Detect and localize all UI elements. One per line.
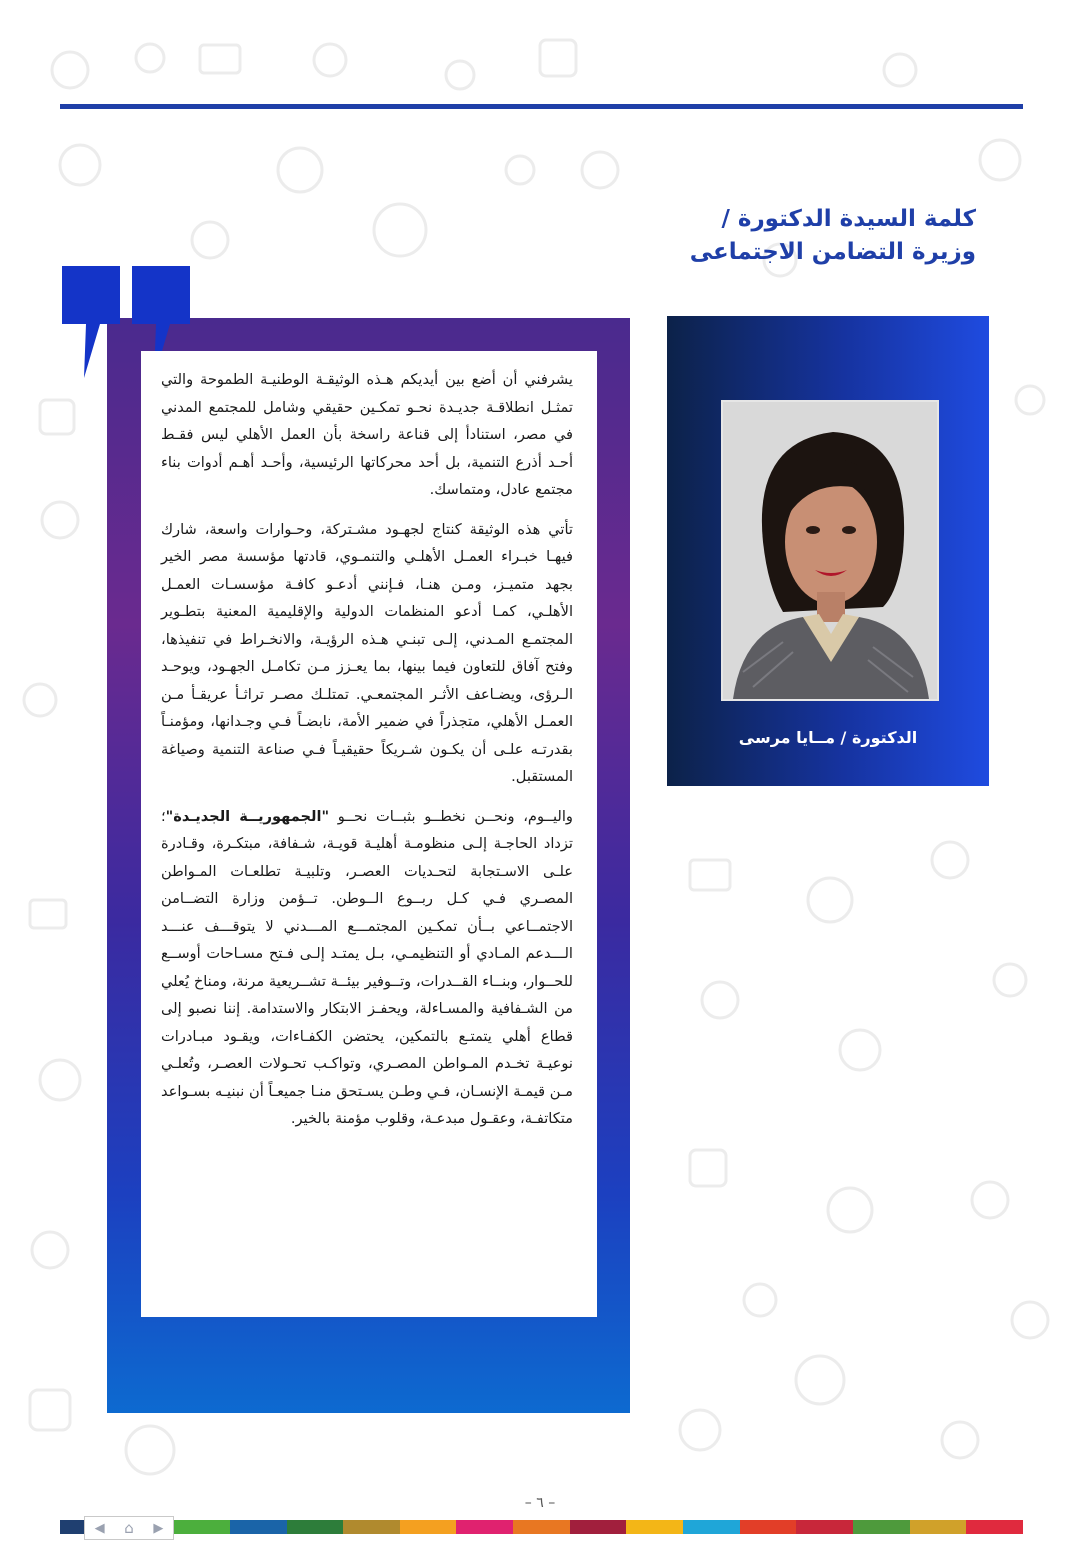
page-heading	[640, 203, 976, 269]
message-card	[141, 351, 597, 1317]
footer-color-segment	[910, 1520, 967, 1534]
footer-color-segment	[740, 1520, 797, 1534]
footer-color-segment	[683, 1520, 740, 1534]
nav-next-button[interactable]	[147, 1519, 169, 1537]
portrait-illustration	[723, 402, 937, 699]
paragraph-1: يشرفني أن أضع بين أيديكم هـذه الوثيقـة الوطنيـة الطموحة والتي تمثـل انطلاقـة جديـدة نحـو تمكـين حقيقي وشامل للمجتمع المدني في مصر، استنادأ إلى قناعة راسخة بأن العمل الأهلي ليس فقـط أحـد أذرع التنمية، بل أحد محركاتها الرئيسية، وأحـد أهـم أدوات بناء مجتمع عادل، ومتماسك.	[161, 371, 573, 498]
arrow-right-icon: ▶	[153, 1520, 164, 1536]
paragraph-3	[161, 803, 573, 1133]
nav-home-button[interactable]	[118, 1519, 140, 1537]
new-republic-phrase: "الجمهوريــة الجديـدة"	[165, 807, 330, 825]
footer-color-segment	[513, 1520, 570, 1534]
portrait-caption: الدكتورة / مــايا مرسى	[738, 728, 918, 747]
footer-color-segment	[173, 1520, 230, 1534]
arrow-left-icon: ◀	[94, 1520, 105, 1536]
footer-color-segment	[400, 1520, 457, 1534]
footer-color-bar	[60, 1520, 1023, 1534]
header-rule	[60, 104, 1023, 109]
footer-color-segment	[287, 1520, 344, 1534]
heading-line-1: كلمة السيدة الدكتورة /	[721, 206, 976, 232]
footer-color-segment	[343, 1520, 400, 1534]
page-number: – ٦ –	[524, 1495, 556, 1511]
paragraph-2: تأتي هذه الوثيقة كنتاج لجهـود مشـتركة، وحـوارات واسعة، شارك فيهـا خبـراء العمـل الأهلـي والتنمـوي، قادتها مؤسسة مصر الخير بجهد متميـز، ومـن هنـا، فـإنني أدعـو كافـة مؤسسـات العمـل الأهلـي، كمـا أدعو المنظمات الدولية والإقليمية المعنية بتطـوير المجتمـع المـدني، إلـى تبنـي هـذه الرؤيـة، والانخـراط في تنفيذها، وفتح آفاق للتعاون فيما بينها، بما يعـزز مـن تكامـل الجهـود، ويوحـد الـرؤى، ويضـاعف الأثـر المجتمعـي. تمتلـك مصـر تراثـأ عريقـأ مـن العمـل الأهلي، متجذراً في ضمير الأمة، نابضـاً فـي وجـدانها، ومؤمنـاً بقدرتـه علـى أن يكـون شـريكاً حقيقيـاً فـي صناعة التنمية وصياغة المستقبل.	[161, 520, 573, 785]
footer-color-segment	[570, 1520, 627, 1534]
footer-color-segment	[230, 1520, 287, 1534]
message-body	[161, 366, 573, 1145]
footer-color-segment	[626, 1520, 683, 1534]
page-navigation	[84, 1516, 174, 1540]
nav-prev-button[interactable]	[89, 1519, 111, 1537]
footer-color-segment	[456, 1520, 513, 1534]
portrait-panel	[667, 316, 989, 786]
footer-color-segment	[853, 1520, 910, 1534]
paragraph-3-lead: واليــوم، ونحــن نخطــو بثبــات نحــو	[329, 807, 573, 825]
footer-color-segment	[796, 1520, 853, 1534]
portrait-photo	[721, 400, 939, 701]
heading-line-2: وزيرة التضامن الاجتماعى	[689, 239, 976, 265]
paragraph-3-rest: ؛ تزداد الحاجـة إلـى منظومـة أهليـة قويـة، شـفافة، مبتكـرة، وقـادرة علـى الاسـتجابة لتحـديات العصـر، وتلبيـة تطلعـات المـواطن المصـري فـي كـل ربــوع الــوطن. تــؤمن وزارة التضــامن الاجتمــاعي بــأن تمكـين المجتمـــع المـــدني لا يتوقـــف عنـــد الـــدعم المـادي أو التنظيمـي، بـل يمتـد إلـى فـتح مسـاحات أوســع للحــوار، وبنــاء القــدرات، وتــوفير بيئــة تشــريعية مرنة، ومناخ يُعلي من الشـفافية والمسـاءلة، ويحفـز الابتكار والاستدامة. إننا نصبو إلى قطاع أهلي يتمتـع بالتمكين، يحتضن الكفـاءات، ويقـود مبـادرات نوعيـة تخـدم المـواطن المصـري، وتواكـب تحـولات العصـر، وتُعلـي مـن قيمـة الإنسـان، فـي وطـن يسـتحق منـا جميعـاً أن نبنيـه بسـواعد متكاتفـة، وعقـول مبدعـة، وقلوب مؤمنة بالخير.	[161, 807, 573, 1127]
footer-color-segment	[966, 1520, 1023, 1534]
home-icon: ⌂	[124, 1519, 134, 1537]
